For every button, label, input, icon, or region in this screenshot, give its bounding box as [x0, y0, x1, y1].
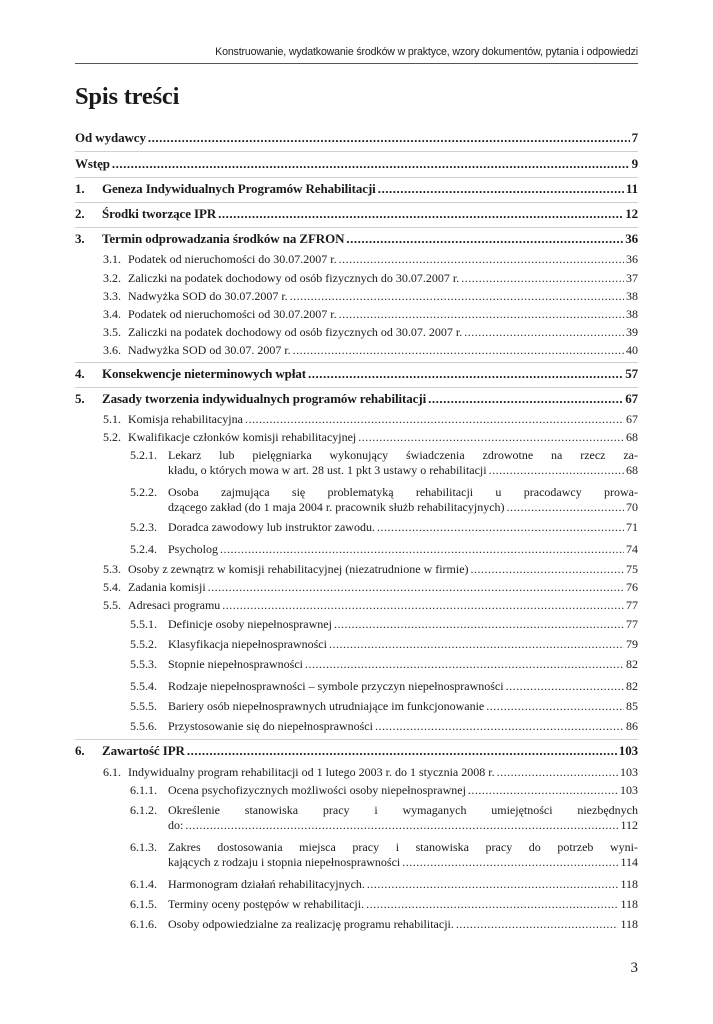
toc-entry-title-line1: Zakres dostosowania miejsca pracy i stanowiska pracy do potrzeb wyni-: [168, 840, 638, 854]
toc-entry-title: Stopnie niepełnosprawności: [168, 657, 303, 671]
divider: [75, 177, 638, 178]
divider: [75, 362, 638, 363]
divider: [75, 202, 638, 203]
toc-entry-title: Nadwyżka SOD do 30.07.2007 r.: [128, 289, 288, 303]
toc-entry-6-1-1[interactable]: [75, 783, 638, 798]
toc-entry-number: 5.2.3.: [130, 520, 157, 534]
toc-entry-number: 5.3.: [103, 562, 121, 576]
toc-entry-3-1[interactable]: [75, 252, 638, 267]
divider: [75, 227, 638, 228]
toc-entry-page: 114: [620, 855, 638, 869]
toc-entry-chapter-2[interactable]: [75, 206, 638, 221]
toc-entry-od-wydawcy[interactable]: [75, 130, 638, 145]
toc-entry-page: 7: [631, 130, 638, 145]
leader-dots: [148, 130, 630, 145]
toc-entry-chapter-3[interactable]: [75, 231, 638, 246]
toc-entry-3-4[interactable]: [75, 307, 638, 322]
toc-entry-3-2[interactable]: [75, 271, 638, 286]
toc-entry-chapter-5[interactable]: [75, 391, 638, 406]
toc-entry-5-5-1[interactable]: [75, 617, 638, 632]
toc-entry-page: 82: [626, 679, 638, 693]
leader-dots: [428, 391, 623, 406]
leader-dots: [507, 500, 624, 515]
page-title: Spis treści: [75, 83, 180, 110]
toc-entry-number: 5.: [75, 391, 85, 406]
toc-entry-title: Doradca zawodowy lub instruktor zawodu.: [168, 520, 375, 534]
toc-entry-page: 118: [620, 917, 638, 931]
toc-entry-wstep[interactable]: [75, 156, 638, 171]
toc-entry-page: 70: [626, 500, 638, 514]
toc-entry-5-2-2[interactable]: [75, 485, 638, 515]
leader-dots: [468, 783, 618, 798]
toc-entry-number: 6.: [75, 743, 85, 758]
toc-entry-number: 5.2.1.: [130, 448, 157, 462]
leader-dots: [471, 562, 624, 577]
toc-entry-title: do:: [168, 818, 184, 832]
toc-entry-5-5[interactable]: [75, 598, 638, 613]
toc-entry-title: Adresaci programu: [128, 598, 221, 612]
toc-entry-5-2[interactable]: [75, 430, 638, 445]
toc-entry-number: 5.1.: [103, 412, 121, 426]
toc-entry-page: 36: [625, 231, 638, 246]
toc-entry-page: 57: [625, 366, 638, 381]
toc-entry-number: 3.1.: [103, 252, 121, 266]
leader-dots: [346, 231, 623, 246]
leader-dots: [290, 289, 624, 304]
toc-entry-page: 103: [618, 743, 638, 758]
toc-entry-number: 6.1.5.: [130, 897, 157, 911]
toc-entry-5-2-3[interactable]: [75, 520, 638, 535]
leader-dots: [112, 156, 630, 171]
toc-entry-number: 6.1.: [103, 765, 121, 779]
toc-entry-title: Konsekwencje nieterminowych wpłat: [102, 366, 306, 381]
toc-entry-number: 5.5.2.: [130, 637, 157, 651]
toc-entry-page: 12: [625, 206, 638, 221]
toc-entry-5-3[interactable]: [75, 562, 638, 577]
toc-entry-6-1-3[interactable]: [75, 840, 638, 870]
toc-entry-5-1[interactable]: [75, 412, 638, 427]
toc-entry-number: 5.4.: [103, 580, 121, 594]
leader-dots: [185, 818, 618, 833]
toc-entry-title: Nadwyżka SOD od 30.07. 2007 r.: [128, 343, 291, 357]
toc-entry-title: Osoby z zewnątrz w komisji rehabilitacyjnej (niezatrudnione w firmie): [128, 562, 469, 576]
toc-entry-number: 5.5.5.: [130, 699, 157, 713]
toc-entry-title: Osoby odpowiedzialne za realizację programu rehabilitacji.: [168, 917, 454, 931]
leader-dots: [366, 897, 618, 912]
toc-entry-page: 118: [620, 897, 638, 911]
leader-dots: [461, 271, 624, 286]
toc-entry-page: 79: [626, 637, 638, 651]
divider: [75, 151, 638, 152]
toc-entry-page: 67: [626, 412, 638, 426]
toc-entry-page: 103: [620, 765, 638, 779]
toc-entry-title: Indywidualny program rehabilitacji od 1 lutego 2003 r. do 1 stycznia 2008 r.: [128, 765, 495, 779]
leader-dots: [506, 679, 624, 694]
toc-entry-title: Podatek od nieruchomości od 30.07.2007 r.: [128, 307, 337, 321]
toc-entry-number: 5.2.2.: [130, 485, 157, 499]
leader-dots: [308, 366, 623, 381]
toc-entry-number: 3.2.: [103, 271, 121, 285]
toc-entry-title: Wstęp: [75, 156, 110, 171]
divider: [75, 387, 638, 388]
toc-entry-number: 5.5.3.: [130, 657, 157, 671]
toc-entry-number: 6.1.6.: [130, 917, 157, 931]
toc-entry-title: Komisja rehabilitacyjna: [128, 412, 243, 426]
toc-entry-number: 3.: [75, 231, 85, 246]
toc-entry-6-1-2[interactable]: [75, 803, 638, 833]
toc-entry-page: 11: [625, 181, 638, 196]
leader-dots: [464, 325, 624, 340]
toc-entry-6-1[interactable]: [75, 765, 638, 780]
toc-entry-number: 5.5.1.: [130, 617, 157, 631]
toc-entry-number: 5.2.: [103, 430, 121, 444]
leader-dots: [329, 637, 624, 652]
toc-entry-title: Bariery osób niepełnosprawnych utrudniające im funkcjonowanie: [168, 699, 485, 713]
toc-entry-5-2-1[interactable]: [75, 448, 638, 478]
toc-entry-number: 3.5.: [103, 325, 121, 339]
toc-entry-page: 67: [625, 391, 638, 406]
toc-entry-page: 85: [626, 699, 638, 713]
toc-entry-title: Ocena psychofizycznych możliwości osoby niepełnosprawnej: [168, 783, 466, 797]
toc-entry-page: 68: [626, 430, 638, 444]
toc-entry-6-1-6[interactable]: [75, 917, 638, 932]
toc-entry-chapter-1[interactable]: [75, 181, 638, 196]
toc-entry-title: dzącego zakład (do 1 maja 2004 r. pracownik służb rehabilitacyjnych): [168, 500, 505, 514]
toc-entry-number: 1.: [75, 181, 85, 196]
toc-entry-title: Zasady tworzenia indywidualnych programów rehabilitacji: [102, 391, 427, 406]
toc-entry-page: 77: [626, 617, 638, 631]
toc-entry-5-5-5[interactable]: [75, 699, 638, 714]
toc-entry-title: Podatek od nieruchomości do 30.07.2007 r.: [128, 252, 337, 266]
toc-entry-5-5-4[interactable]: [75, 679, 638, 694]
leader-dots: [245, 412, 624, 427]
toc-entry-title: Definicje osoby niepełnosprawnej: [168, 617, 332, 631]
toc-entry-page: 71: [626, 520, 638, 534]
toc-entry-page: 38: [626, 307, 638, 321]
leader-dots: [367, 877, 619, 892]
toc-entry-title: Środki tworzące IPR: [102, 206, 217, 221]
toc-entry-page: 86: [626, 719, 638, 733]
toc-entry-page: 39: [626, 325, 638, 339]
toc-entry-3-5[interactable]: [75, 325, 638, 340]
toc-entry-number: 3.6.: [103, 343, 121, 357]
toc-entry-chapter-6[interactable]: [75, 743, 638, 758]
toc-entry-number: 5.5.6.: [130, 719, 157, 733]
leader-dots: [208, 580, 624, 595]
toc-entry-page: 75: [626, 562, 638, 576]
toc-entry-page: 77: [626, 598, 638, 612]
toc-entry-title: Psycholog: [168, 542, 219, 556]
toc-entry-title: Zaliczki na podatek dochodowy od osób fizycznych do 30.07.2007 r.: [128, 271, 460, 285]
toc-entry-page: 112: [620, 818, 638, 832]
toc-entry-page: 38: [626, 289, 638, 303]
leader-dots: [305, 657, 624, 672]
toc-entry-number: 4.: [75, 366, 85, 381]
toc-entry-title: Geneza Indywidualnych Programów Rehabilitacji: [102, 181, 376, 196]
toc-entry-title-line1: Osoba zajmująca się problematyką rehabilitacji u pracodawcy prowa-: [168, 485, 638, 499]
leader-dots: [402, 855, 618, 870]
toc-entry-number: 2.: [75, 206, 85, 221]
toc-entry-page: 82: [626, 657, 638, 671]
toc-entry-title: Przystosowanie się do niepełnosprawności: [168, 719, 373, 733]
leader-dots: [375, 719, 624, 734]
toc-entry-title: Zaliczki na podatek dochodowy od osób fizycznych od 30.07. 2007 r.: [128, 325, 463, 339]
toc-entry-page: 118: [620, 877, 638, 891]
toc-entry-5-2-4[interactable]: [75, 542, 638, 557]
toc-entry-page: 40: [626, 343, 638, 357]
toc-entry-5-5-3[interactable]: [75, 657, 638, 672]
toc-entry-title: Termin odprowadzania środków na ZFRON: [102, 231, 345, 246]
leader-dots: [334, 617, 624, 632]
toc-entry-number: 6.1.1.: [130, 783, 157, 797]
toc-entry-title-line1: Lekarz lub pielęgniarka wykonujący świadczenia zdrowotne na rzecz za-: [168, 448, 638, 462]
toc-entry-chapter-4[interactable]: [75, 366, 638, 381]
toc-entry-number: 5.5.: [103, 598, 121, 612]
toc-entry-title: Terminy oceny postępów w rehabilitacji.: [168, 897, 365, 911]
leader-dots: [187, 743, 617, 758]
leader-dots: [222, 598, 624, 613]
toc-entry-title: kładu, o których mowa w art. 28 ust. 1 pkt 3 ustawy o rehabilitacji: [168, 463, 487, 477]
leader-dots: [218, 206, 623, 221]
leader-dots: [293, 343, 624, 358]
toc-entry-5-5-6[interactable]: [75, 719, 638, 734]
toc-entry-3-3[interactable]: [75, 289, 638, 304]
toc-entry-5-5-2[interactable]: [75, 637, 638, 652]
leader-dots: [486, 699, 624, 714]
leader-dots: [220, 542, 624, 557]
toc-entry-title: Klasyfikacja niepełnosprawności: [168, 637, 327, 651]
divider: [75, 739, 638, 740]
leader-dots: [489, 463, 624, 478]
toc-entry-page: 68: [626, 463, 638, 477]
toc-entry-5-4[interactable]: [75, 580, 638, 595]
toc-entry-number: 3.4.: [103, 307, 121, 321]
toc-entry-6-1-5[interactable]: [75, 897, 638, 912]
toc-entry-title-line1: Określenie stanowiska pracy i wymaganych umiejętności niezbędnych: [168, 803, 638, 817]
toc-entry-title: Od wydawcy: [75, 130, 146, 145]
leader-dots: [358, 430, 624, 445]
toc-entry-title: Zadania komisji: [128, 580, 206, 594]
toc-entry-number: 5.2.4.: [130, 542, 157, 556]
toc-entry-title: Zawartość IPR: [102, 743, 185, 758]
toc-entry-title: Harmonogram działań rehabilitacyjnych.: [168, 877, 365, 891]
page-number: 3: [630, 960, 638, 976]
leader-dots: [456, 917, 619, 932]
toc-entry-number: 6.1.3.: [130, 840, 157, 854]
leader-dots: [339, 252, 624, 267]
toc-entry-page: 9: [631, 156, 638, 171]
leader-dots: [378, 181, 624, 196]
table-of-contents: [75, 0, 638, 1024]
toc-entry-6-1-4[interactable]: [75, 877, 638, 892]
toc-entry-title: Kwalifikacje członków komisji rehabilitacyjnej: [128, 430, 357, 444]
toc-entry-page: 76: [626, 580, 638, 594]
toc-entry-page: 37: [626, 271, 638, 285]
leader-dots: [339, 307, 624, 322]
toc-entry-page: 74: [626, 542, 638, 556]
toc-entry-3-6[interactable]: [75, 343, 638, 358]
toc-entry-page: 103: [620, 783, 638, 797]
leader-dots: [497, 765, 618, 780]
toc-entry-page: 36: [626, 252, 638, 266]
toc-entry-title: Rodzaje niepełnosprawności – symbole przyczyn niepełnosprawności: [168, 679, 504, 693]
toc-entry-number: 5.5.4.: [130, 679, 157, 693]
toc-entry-title: kających z rodzaju i stopnia niepełnosprawności: [168, 855, 401, 869]
running-header: Konstruowanie, wydatkowanie środków w praktyce, wzory dokumentów, pytania i odpowiedzi: [215, 46, 638, 58]
toc-entry-number: 3.3.: [103, 289, 121, 303]
toc-entry-number: 6.1.2.: [130, 803, 157, 817]
leader-dots: [377, 520, 624, 535]
toc-entry-number: 6.1.4.: [130, 877, 157, 891]
